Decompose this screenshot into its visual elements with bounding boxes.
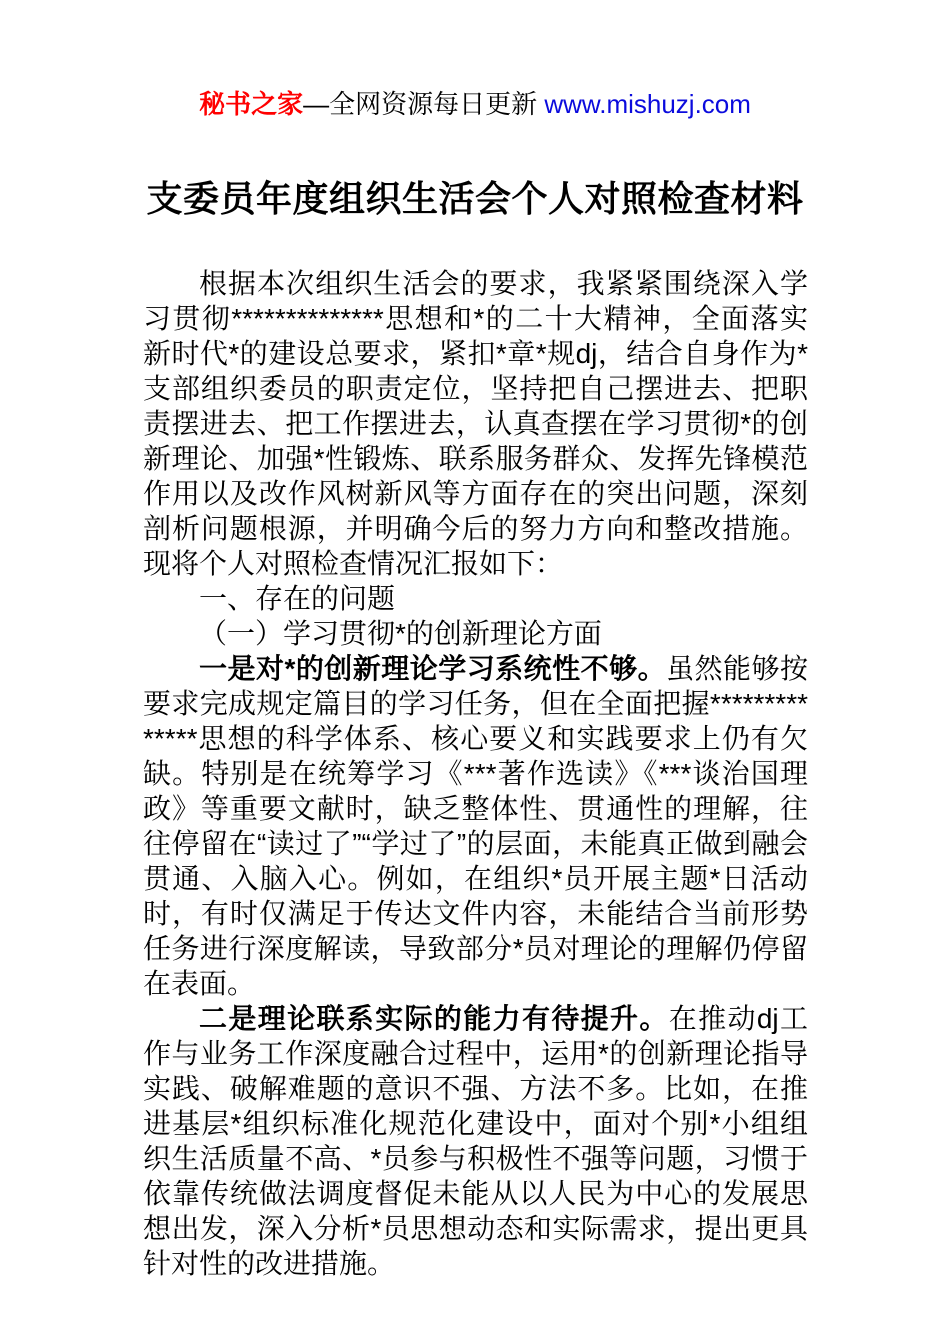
text-run: 在推动dj工作与业务工作深度融合过程中，运用*的创新理论指导实践、破解难题的意识不强、方法不多。比如，在推进基层*组织标准化规范化建设中，面对个别*小组组织生活质量不高、*员参与积极性不强等问题，习惯于依靠传统做法调度督促未能从以人民为中心的发展思想出发，深入分析*员思想动态和实际需求，提出更具针对性的改进措施。 — [143, 1003, 808, 1279]
site-brand: 秘书之家 — [199, 89, 304, 119]
document-title: 支委员年度组织生活会个人对照检查材料 — [146, 178, 804, 219]
text-run: 根据本次组织生活会的要求，我紧紧围绕深入学习贯彻**************思想和*的二十大精神，全面落实新时代*的建设总要求，紧扣*章*规dj，结合自身作为*支部组织委员的职责定位，坚持把自己摆进去、把职责摆进去、把工作摆进去，认真查摆在学习贯彻*的创新理论、加强*性锻炼、联系服务群众、发挥先锋模范作用以及改作风树新风等方面存在的突出问题，深刻剖析问题根源，并明确今后的努力方向和整改措施。现将个人对照检查情况汇报如下： — [143, 268, 808, 579]
issue-2-lead-bold: 二是理论联系实际的能力有待提升。 — [199, 1003, 669, 1034]
site-url-link[interactable]: www.mishuzj.com — [544, 89, 751, 119]
site-header — [0, 88, 950, 120]
text-run: （一）学习贯彻*的创新理论方面 — [199, 618, 602, 649]
text-run: 虽然能够按要求完成规定篇目的学习任务，但在全面把握**************思想的科学体系、核心要义和实践要求上仍有欠缺。特别是在统筹学习《***著作选读》《***谈治国理政》等重要文献时，缺乏整体性、贯通性的理解，往往停留在“读过了”“学过了”的层面，未能真正做到融会贯通、入脑入心。例如，在组织*员开展主题*日活动时，有时仅满足于传达文件内容，未能结合当前形势任务进行深度解读，导致部分*员对理论的理解仍停留在表面。 — [143, 653, 808, 999]
site-tagline: —全网资源每日更新 — [303, 89, 545, 119]
section-heading-1 — [143, 581, 808, 616]
paragraph-issue-1 — [143, 651, 808, 1001]
document-body — [143, 266, 808, 1281]
issue-1-lead-bold: 一是对*的创新理论学习系统性不够。 — [199, 653, 667, 684]
subsection-heading-1 — [143, 616, 808, 651]
paragraph-intro — [143, 266, 808, 581]
text-run: 一、存在的问题 — [199, 583, 396, 614]
paragraph-issue-2 — [143, 1001, 808, 1281]
